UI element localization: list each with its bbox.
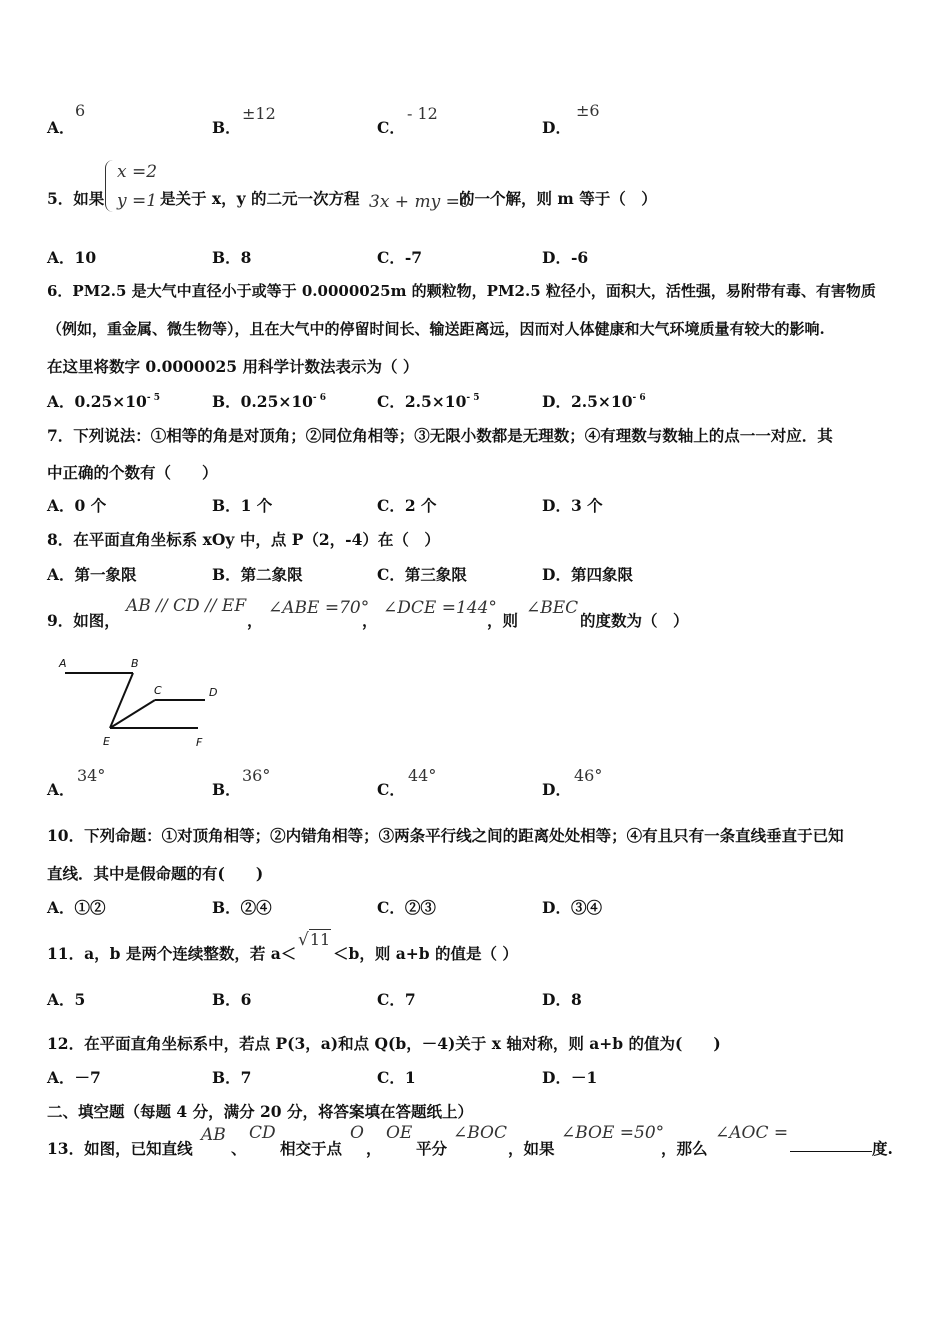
q6-option-d: D．$2.5\times 10^{- 6}$: [542, 392, 646, 411]
q9-option-a: A．: [47, 780, 75, 799]
q12-option-d: D．－1: [542, 1068, 598, 1087]
q13-mid3: ，如果: [508, 1139, 555, 1158]
q9-option-d: D．: [542, 780, 571, 799]
q6-line1: 6．PM2.5 是大气中直径小于或等于 0.0000025m 的颗粒物，PM2.5 粒径小，面积大，活性强，易附带有毒、有害物质: [47, 282, 876, 300]
q5-system-line2: y =1: [117, 191, 158, 211]
q5-equation: 3x + my =0: [369, 192, 471, 212]
q13-math-boc: ∠BOC: [453, 1123, 507, 1143]
q7-option-b: B．1 个: [212, 496, 273, 515]
q11-option-d: D．8: [542, 990, 582, 1009]
q6-option-a: A．$0.25\times 10^{- 5}$: [47, 392, 160, 411]
q7-option-a: A．0 个: [47, 496, 107, 515]
q4-option-a-value: 6: [75, 101, 86, 120]
q11-suffix: ＜b，则 a+b 的值是（ ）: [333, 944, 518, 963]
q9-suffix: 的度数为（ ）: [580, 611, 689, 630]
q13-math-ab: AB: [201, 1125, 226, 1145]
q4-option-b: B．: [212, 118, 241, 137]
q12-option-c: C．1: [377, 1068, 416, 1087]
q13-math-oe: OE: [386, 1123, 413, 1143]
q5-option-d: D．-6: [542, 248, 589, 267]
q11-prefix: 11．a，b 是两个连续整数，若 a＜: [47, 944, 297, 963]
q9-sep2: ，: [362, 611, 378, 630]
q9-figure-lines: [65, 673, 205, 728]
section-heading: 二、填空题（每题 4 分，满分 20 分，将答案填在答题纸上）: [47, 1102, 473, 1121]
q9-option-c: C．: [377, 780, 405, 799]
q10-option-d: D．③④: [542, 898, 602, 917]
q7-line1: 7．下列说法：①相等的角是对顶角；②同位角相等；③无限小数都是无理数；④有理数与数轴上的点一一对应．其: [47, 426, 833, 445]
q9-math-bec: ∠BEC: [526, 598, 579, 618]
q12-line1: 12．在平面直角坐标系中，若点 P(3，a)和点 Q(b，－4)关于 x 轴对称，则 a+b 的值为( ): [47, 1034, 721, 1053]
q13-mid1: 相交于点: [280, 1139, 343, 1158]
q5-mid-text: 是关于 x，y 的二元一次方程: [160, 189, 360, 208]
q9-option-c-value: 44°: [408, 766, 437, 785]
q7-option-d: D．3 个: [542, 496, 603, 515]
q11-option-a: A．5: [47, 990, 86, 1009]
label-f: F: [196, 736, 203, 749]
q5-option-a: A．10: [47, 248, 97, 267]
q4-option-d: D．: [542, 118, 571, 137]
q8-option-c: C．第三象限: [377, 565, 467, 584]
q6-option-c: C．$2.5\times 10^{- 5}$: [377, 392, 480, 411]
q7-line2: 中正确的个数有（ ）: [47, 463, 218, 482]
q13-math-cd: CD: [249, 1123, 276, 1143]
q9-option-d-value: 46°: [574, 766, 603, 785]
q10-line1: 10．下列命题：①对顶角相等；②内错角相等；③两条平行线之间的距离处处相等；④有且只有一条直线垂直于已知: [47, 826, 844, 845]
q4-option-c: C．: [377, 118, 405, 137]
q9-prefix: 9．如图，: [47, 611, 120, 630]
q10-option-a: A．①②: [47, 898, 106, 917]
q9-option-a-value: 34°: [77, 766, 106, 785]
q13-mid4: ，那么: [661, 1139, 708, 1158]
q13-prefix: 13．如图，已知直线: [47, 1139, 193, 1158]
q4-option-d-value: ±6: [576, 101, 600, 120]
q8-option-a: A．第一象限: [47, 565, 137, 584]
q9-sep3: ，则: [487, 611, 519, 630]
q12-option-b: B．7: [212, 1068, 252, 1087]
q13-sep2: ，: [366, 1139, 382, 1158]
q13-math-boe: ∠BOE =50°: [561, 1123, 665, 1143]
q10-line2: 直线．其中是假命题的有( ): [47, 864, 264, 883]
q9-math-parallel: AB // CD // EF: [126, 596, 247, 616]
q6-option-b: B．$0.25\times 10^{- 6}$: [212, 392, 327, 411]
q4-option-c-value: - 12: [407, 104, 438, 123]
q9-option-b-value: 36°: [242, 766, 271, 785]
q9-math-abe: ∠ABE =70°: [268, 598, 370, 618]
q10-option-b: B．②④: [212, 898, 272, 917]
q4-option-b-value: ±12: [242, 104, 276, 123]
q9-option-b: B．: [212, 780, 241, 799]
label-d: D: [209, 686, 218, 699]
q5-system-line1: x =2: [117, 162, 158, 182]
q6-line3: 在这里将数字 0.0000025 用科学计数法表示为（ ）: [47, 357, 419, 376]
label-e: E: [103, 735, 110, 748]
q6-line2: （例如，重金属、微生物等），且在大气中的停留时间长、输送距离远，因而对人体健康和大气环境质量有较大的影响.: [47, 320, 825, 338]
q9-sep1: ，: [247, 611, 263, 630]
q5-suffix: 的一个解，则 m 等于（ ）: [459, 189, 657, 208]
q7-option-c: C．2 个: [377, 496, 437, 515]
q13-math-aoc: ∠AOC =: [715, 1123, 789, 1143]
q5-system-brace: [105, 160, 116, 212]
q13-math-o: O: [350, 1123, 364, 1143]
sqrt-icon: √: [298, 930, 309, 950]
q9-math-dce: ∠DCE =144°: [383, 598, 497, 618]
q4-option-a: A．: [47, 118, 75, 137]
label-b: B: [131, 657, 139, 670]
q11-sqrt: √11: [298, 930, 331, 950]
label-a: A: [59, 657, 67, 670]
q13-answer-blank[interactable]: [788, 1137, 874, 1156]
q5-option-b: B．8: [212, 248, 252, 267]
q11-option-c: C．7: [377, 990, 416, 1009]
q13-sep1: 、: [231, 1139, 247, 1158]
q11-option-b: B．6: [212, 990, 252, 1009]
q10-option-c: C．②③: [377, 898, 436, 917]
q8-option-b: B．第二象限: [212, 565, 303, 584]
q9-figure: [55, 652, 225, 752]
q8-option-d: D．第四象限: [542, 565, 633, 584]
label-c: C: [154, 684, 162, 697]
q5-prefix: 5．如果: [47, 189, 105, 208]
q13-mid2: 平分: [416, 1139, 448, 1158]
q5-option-c: C．-7: [377, 248, 423, 267]
q13-suffix: 度.: [872, 1139, 893, 1158]
q8-line1: 8．在平面直角坐标系 xOy 中，点 P（2，-4）在（ ）: [47, 530, 440, 549]
q12-option-a: A．－7: [47, 1068, 101, 1087]
